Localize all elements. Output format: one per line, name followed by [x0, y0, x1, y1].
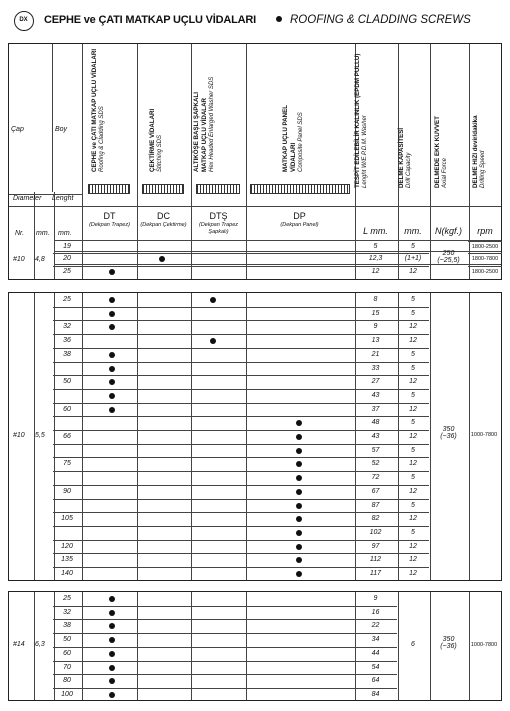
label-nr: Nr.	[15, 230, 25, 237]
group2-mm: 5,5	[35, 432, 45, 439]
bullet-dts	[210, 297, 216, 303]
row-thickness: 97	[371, 542, 380, 550]
row-divider	[53, 307, 429, 308]
row-thickness: 72	[371, 474, 380, 482]
row-length: 50	[63, 636, 71, 644]
row-rpm: 1800-2500	[471, 268, 499, 275]
row-divider	[53, 266, 429, 267]
row-divider	[468, 253, 502, 254]
row-divider	[53, 553, 429, 554]
bullet-dp	[296, 448, 302, 454]
label-diameter: Diameter	[13, 195, 42, 202]
row-length: 100	[61, 690, 73, 698]
group1-mm: 4,8	[35, 256, 45, 263]
col-title-drill: DELME KAPASİTESİ Drill Capacity	[398, 127, 412, 188]
bullet-dt	[109, 610, 115, 616]
row-length: 120	[61, 542, 73, 550]
col-title-dc: ÇEKTİRME VİDALARI Stitching SDS	[149, 108, 163, 172]
bullet-dp	[296, 544, 302, 550]
col-title-speed: DELME HIZI devir/dakika Drilling Speed	[472, 115, 486, 188]
screw-dc-illustration	[142, 184, 184, 194]
row-divider	[53, 619, 397, 620]
row-thickness: 84	[371, 690, 380, 698]
row-divider	[53, 375, 429, 376]
row-thickness: 82	[371, 515, 380, 523]
page-header	[0, 0, 510, 40]
row-length: 66	[63, 433, 71, 440]
row-thickness: 48	[371, 419, 380, 427]
row-drill: 5	[411, 243, 415, 250]
bullet-dt	[109, 352, 115, 358]
bullet-dp	[296, 489, 302, 495]
row-drill: 5	[411, 364, 415, 372]
row-thickness: 54	[371, 663, 380, 671]
col-title-axial: DELMEDE EKK KUVVET Axial Force	[434, 116, 448, 188]
row-thickness: 5	[373, 243, 378, 250]
unit-axial: N(kgf.)	[435, 226, 462, 236]
row-divider	[53, 633, 397, 634]
row-length: 36	[63, 337, 71, 345]
row-length: 38	[63, 622, 71, 630]
group3-nr: #14	[13, 641, 25, 648]
brand-logo: DX	[14, 11, 34, 31]
code-dc: DC (Dekpan Çektirme)	[140, 211, 187, 228]
group1-force: 250 (~25,5)	[437, 250, 460, 264]
row-divider	[53, 567, 429, 568]
row-drill: 12	[409, 267, 417, 275]
row-rpm: 1800-2500	[471, 244, 499, 250]
row-divider	[53, 334, 429, 335]
screw-dp-illustration	[250, 184, 350, 194]
row-thickness: 9	[373, 323, 378, 331]
row-drill: 12	[409, 542, 417, 550]
row-drill: 12	[409, 515, 417, 523]
row-length: 70	[63, 663, 71, 671]
row-thickness: 44	[371, 649, 380, 657]
row-drill: 5	[411, 446, 415, 454]
row-length: 38	[63, 350, 71, 358]
row-divider	[53, 661, 397, 662]
bullet-icon	[276, 16, 282, 22]
row-divider	[53, 499, 429, 500]
row-drill: 5	[411, 501, 415, 509]
row-drill: 12	[409, 570, 417, 577]
row-thickness: 57	[371, 446, 380, 454]
row-length: 25	[63, 267, 71, 275]
row-thickness: 27	[371, 378, 380, 386]
label-boy: Boy	[55, 126, 68, 133]
bullet-dt	[109, 366, 115, 372]
row-thickness: 112	[369, 556, 382, 564]
row-thickness: 87	[371, 501, 380, 509]
row-divider	[53, 688, 397, 689]
col-title-dp: MATKAP UÇLU PANEL VİDALARI Composite Panel SDS	[282, 105, 304, 172]
bullet-dt	[109, 311, 115, 317]
row-length: 135	[61, 556, 73, 564]
bullet-dt	[109, 596, 115, 602]
row-drill: 12	[409, 378, 417, 386]
group2-nr: #10	[13, 432, 25, 439]
row-drill: 5	[411, 391, 415, 399]
screw-dt-illustration	[88, 184, 130, 194]
row-thickness: 33	[371, 364, 380, 372]
row-length: 80	[63, 677, 71, 685]
row-divider	[53, 416, 429, 417]
unit-speed: rpm	[477, 226, 493, 236]
row-length: 50	[63, 378, 71, 386]
row-divider	[468, 241, 502, 242]
bullet-dp	[296, 434, 302, 440]
row-length: 25	[63, 296, 71, 303]
row-length: 32	[63, 608, 71, 616]
bullet-dt	[109, 651, 115, 657]
row-drill: 12	[409, 323, 417, 331]
row-divider	[53, 457, 429, 458]
row-divider	[53, 540, 429, 541]
bullet-dp	[296, 571, 302, 577]
row-drill: (1+1)	[404, 255, 422, 263]
row-length: 32	[63, 323, 71, 331]
row-thickness: 67	[371, 487, 380, 495]
row-thickness: 12,3	[368, 255, 383, 263]
label-mm: mm.	[36, 230, 50, 237]
code-dt: DT (Dekpan Trapez)	[89, 211, 130, 228]
row-drill: 5	[411, 419, 415, 427]
row-thickness: 21	[371, 350, 380, 358]
row-length: 25	[63, 595, 71, 602]
bullet-dt	[109, 393, 115, 399]
row-divider	[53, 485, 429, 486]
row-divider	[53, 430, 429, 431]
row-drill: 12	[409, 433, 417, 440]
label-lenght: Lenght	[52, 195, 74, 202]
page-title-en: ROOFING & CLADDING SCREWS	[276, 14, 471, 26]
group1-nr: #10	[13, 256, 25, 263]
bullet-dt	[109, 407, 115, 413]
row-thickness: 13	[371, 337, 380, 345]
row-thickness: 43	[371, 391, 380, 399]
row-drill: 5	[411, 296, 415, 303]
bullet-dp	[296, 503, 302, 509]
col-title-dts: ALTIKÖŞE BAŞLI ŞAPKALI MATKAP UÇLU VİDALAR Hex Headed Enlarged Washer SDS	[193, 76, 215, 172]
row-divider	[53, 403, 429, 404]
bullet-dt	[109, 269, 115, 275]
unit-drill-mm: mm.	[404, 226, 422, 236]
row-divider	[53, 348, 429, 349]
row-thickness: 12	[371, 267, 380, 275]
row-divider	[53, 389, 429, 390]
bullet-dt	[109, 297, 115, 303]
row-drill: 12	[409, 405, 417, 413]
group3-drill: 6	[411, 641, 415, 648]
code-dp: DP (Dekpan Panel)	[280, 211, 319, 228]
row-divider	[53, 253, 429, 254]
row-length: 19	[63, 243, 71, 250]
screw-dts-illustration	[196, 184, 240, 194]
row-drill: 12	[409, 460, 417, 468]
row-drill: 5	[411, 528, 415, 536]
code-dts: DTŞ (Dekpan Trapez Şapkalı)	[198, 211, 239, 235]
row-length: 140	[61, 570, 73, 577]
row-length: 105	[61, 515, 73, 523]
row-thickness: 37	[371, 405, 380, 413]
row-length: 75	[63, 460, 71, 468]
page-title-tr: CEPHE ve ÇATI MATKAP UÇLU VİDALARI	[44, 14, 256, 26]
row-thickness: 64	[371, 677, 380, 685]
row-drill: 5	[411, 474, 415, 482]
row-divider	[53, 647, 397, 648]
row-divider	[53, 471, 429, 472]
col-title-thickness: TESPİT EDİLEBİLİR KALINLIK (EPDM PULLU) Lenght W/E.P.D.M. Washer	[354, 53, 368, 188]
row-drill: 5	[411, 309, 415, 317]
bullet-dt	[109, 692, 115, 698]
group3-mm: 6,3	[35, 641, 45, 648]
row-thickness: 16	[371, 608, 380, 616]
row-thickness: 34	[371, 636, 380, 644]
row-divider	[53, 674, 397, 675]
row-rpm: 1800-7800	[471, 256, 499, 263]
row-divider	[53, 606, 397, 607]
row-thickness: 102	[369, 528, 382, 536]
row-divider	[53, 512, 429, 513]
label-cap: Çap	[11, 126, 24, 133]
row-length: 60	[63, 405, 71, 413]
row-drill: 12	[409, 487, 417, 495]
row-thickness: 22	[371, 622, 380, 630]
row-divider	[53, 362, 429, 363]
row-thickness: 117	[369, 570, 382, 577]
row-divider	[53, 526, 429, 527]
bullet-dt	[109, 665, 115, 671]
row-drill: 5	[411, 350, 415, 358]
row-thickness: 8	[373, 296, 378, 303]
group2-rpm: 1000-7800	[470, 432, 498, 438]
group2-force: 350 (~36)	[440, 426, 457, 440]
row-thickness: 9	[373, 595, 378, 602]
row-length: 60	[63, 649, 71, 657]
unit-l-mm: L mm.	[363, 226, 388, 236]
row-length: 20	[63, 255, 71, 263]
row-thickness: 52	[371, 460, 380, 468]
row-drill: 12	[409, 337, 417, 345]
label-mm-2: mm.	[58, 230, 72, 237]
col-title-dt: CEPHE ve ÇATI MATKAP UÇLU VİDALARI Roofing & Cladding SDS	[91, 48, 105, 172]
bullet-dp	[296, 530, 302, 536]
group3-force: 350 (~36)	[440, 636, 457, 650]
group3-rpm: 1000-7800	[470, 642, 498, 648]
row-length: 90	[63, 487, 71, 495]
row-thickness: 43	[371, 433, 380, 440]
row-divider	[53, 320, 429, 321]
row-divider	[53, 444, 429, 445]
row-drill: 12	[409, 556, 417, 564]
row-divider	[468, 266, 502, 267]
row-thickness: 15	[371, 309, 380, 317]
